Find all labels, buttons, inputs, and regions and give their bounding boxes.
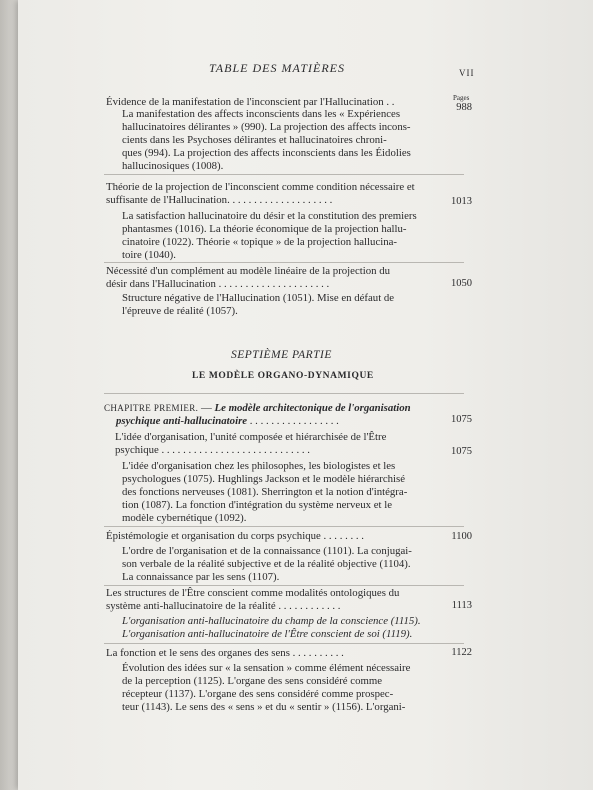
pages-column-label: Pages — [453, 94, 470, 102]
toc-entry-sub: Évolution des idées sur « la sensation » comme élément nécessaire de la perception (1125). L'organe des sens considéré comme récepteur (1137). L'organe des sens considéré comme prospec- teur (1143). Le sens des « sens » et du « sentir » (1156). L'organi- — [122, 662, 411, 713]
part-subtitle: LE MODÈLE ORGANO-DYNAMIQUE — [192, 371, 374, 381]
toc-entry-main: Théorie de la projection de l'inconscient comme condition nécessaire et suffisante de l'Hallucination. . . . . . . . . . . . . . . . . . . . — [106, 181, 415, 206]
toc-entry-main: La fonction et le sens des organes des sens . . . . . . . . . . — [106, 647, 344, 659]
chapter-heading: CHAPITRE PREMIER. — Le modèle architectonique de l'organisation psychique anti-hallucinatoire . . . . . . . . . . . . . . . . . — [104, 402, 411, 427]
section-divider — [104, 585, 464, 586]
toc-page-number: 1075 — [451, 414, 472, 425]
toc-entry-sub: La manifestation des affects inconscients dans les « Expériences hallucinatoires délirantes » (990). La projection des affects incons- cients dans les Psychoses délirantes et hallucinatoires chroni- ques (994). La projection des affects inconscients dans les Éidolies hallucinosiques (1008). — [122, 108, 411, 172]
toc-page-number: 1113 — [451, 600, 472, 611]
toc-entry-sub: L'organisation anti-hallucinatoire du champ de la conscience (1115). L'organisation anti-hallucinatoire de l'Être conscient de soi (1119). — [122, 615, 421, 640]
toc-page-number: 1050 — [451, 278, 472, 289]
toc-entry-sub: L'idée d'organisation chez les philosophes, les biologistes et les psychologues (1075). Hughlings Jackson et le modèle hiérarchisé des fonctions nerveuses (1081). Sherrington et la notion d'intégra- tion (1087). La fonction d'intégration du système nerveux et le modèle cybernétique (1092). — [122, 460, 408, 524]
section-divider — [104, 262, 464, 263]
toc-page-number: 1122 — [451, 647, 472, 658]
part-title: SEPTIÈME PARTIE — [231, 349, 332, 361]
toc-page-number: 1075 — [451, 446, 472, 457]
section-divider — [104, 393, 464, 394]
toc-page-number: 988 — [456, 102, 472, 113]
toc-entry-sub: Structure négative de l'Hallucination (1051). Mise en défaut de l'épreuve de réalité (1057). — [122, 292, 395, 317]
toc-entry-main: Épistémologie et organisation du corps psychique . . . . . . . . — [106, 530, 364, 542]
book-spine-shadow — [0, 0, 18, 790]
chapter-label: CHAPITRE PREMIER. — [104, 403, 199, 413]
toc-entry-main: Nécessité d'un complément au modèle linéaire de la projection du désir dans l'Hallucination . . . . . . . . . . . . . . . . . . . . . — [106, 265, 391, 290]
section-divider — [104, 526, 464, 527]
section-divider — [104, 643, 464, 644]
toc-entry-main: Les structures de l'Être conscient comme modalités ontologiques du système anti-hallucinatoire de la réalité . . . . . . . . . . . . — [106, 587, 400, 612]
chapter-title: Le modèle architectonique de l'organisation — [214, 402, 411, 414]
toc-entry-sub: L'ordre de l'organisation et de la connaissance (1101). La conjugai- son verbale de la réalité subjective et de la réalité objective (1104). La connaissance par les sens (1107). — [122, 545, 412, 583]
toc-page-number: 1100 — [451, 531, 472, 542]
page-number-roman: VII — [459, 68, 475, 78]
toc-entry-main: L'idée d'organisation, l'unité composée et hiérarchisée de l'Être psychique . . . . . . . . . . . . . . . . . . . . . . . . . . . . — [115, 431, 387, 456]
section-divider — [104, 174, 464, 175]
toc-entry-main: Évidence de la manifestation de l'inconscient par l'Hallucination . . — [106, 96, 395, 108]
toc-entry-sub: La satisfaction hallucinatoire du désir et la constitution des premiers phantasmes (1016). La théorie économique de la projection hallu- cinatoire (1022). Théorie « topique » de la projection hallucina- toire (1040). — [122, 210, 417, 261]
page-header-title: TABLE DES MATIÈRES — [209, 61, 345, 75]
toc-page-number: 1013 — [451, 196, 472, 207]
